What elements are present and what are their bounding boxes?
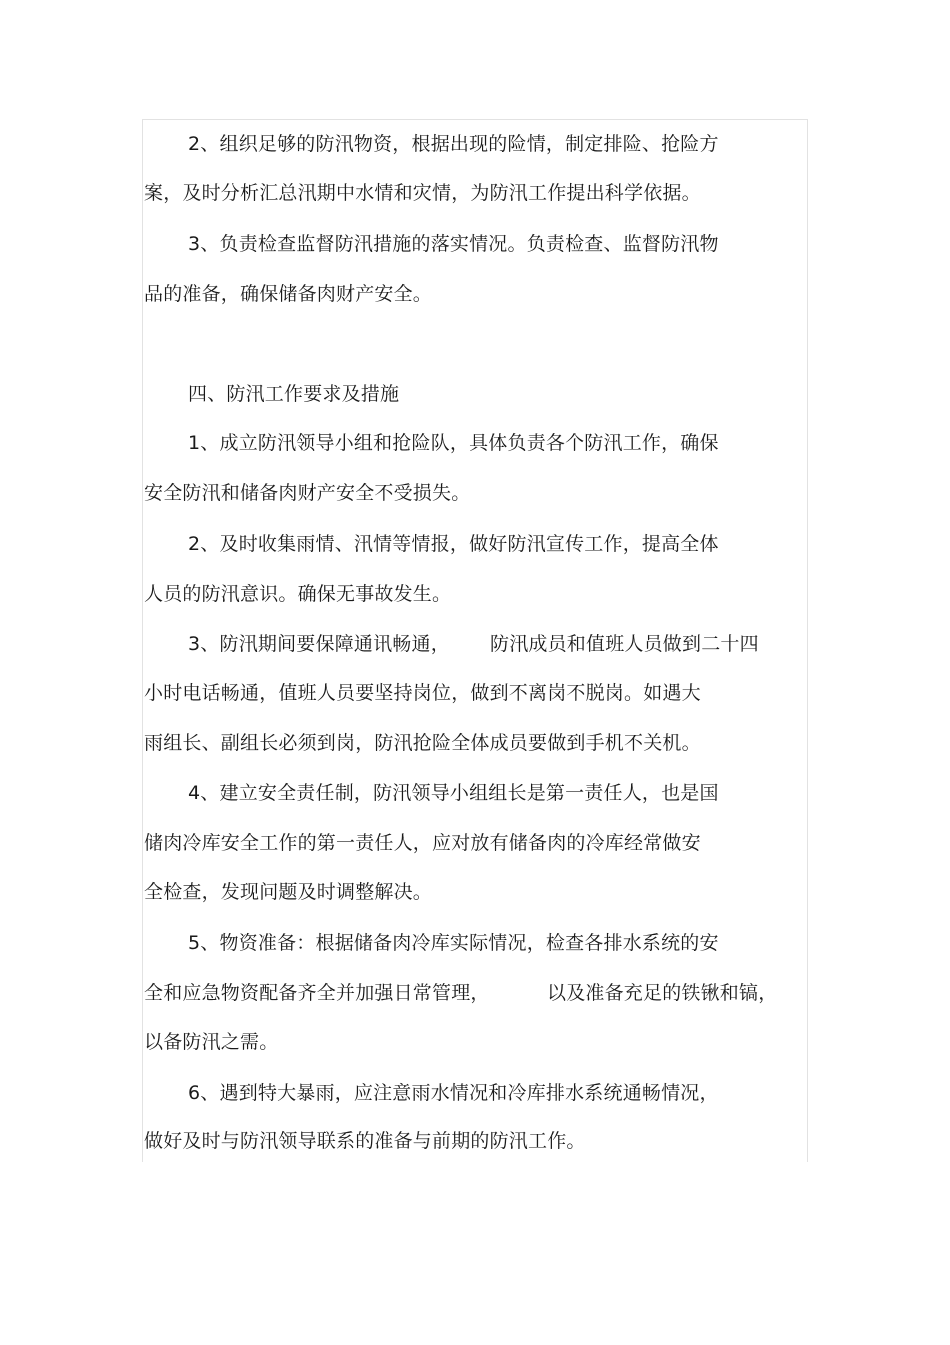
section-heading: 四、防汛工作要求及措施 bbox=[188, 383, 400, 405]
text-line: 品的准备，确保储备肉财产安全。 bbox=[144, 283, 433, 305]
text-line: 以备防汛之需。 bbox=[144, 1031, 279, 1053]
text-line: 安全防汛和储备肉财产安全不受损失。 bbox=[144, 482, 471, 504]
text-line: 雨组长、副组长必须到岗，防汛抢险全体成员要做到手机不关机。 bbox=[144, 732, 701, 754]
text-line: 人员的防汛意识。确保无事故发生。 bbox=[144, 583, 452, 605]
text-line: 全和应急物资配备齐全并加强日常管理， bbox=[144, 982, 490, 1004]
text-line: 做好及时与防汛领导联系的准备与前期的防汛工作。 bbox=[144, 1130, 586, 1152]
text-line: 储肉冷库安全工作的第一责任人，应对放有储备肉的冷库经常做安 bbox=[144, 832, 701, 854]
text-line: 防汛成员和值班人员做到二十四 bbox=[490, 633, 759, 655]
text-line: 3、负责检查监督防汛措施的落实情况。负责检查、监督防汛物 bbox=[188, 233, 719, 255]
text-line: 小时电话畅通，值班人员要坚持岗位，做到不离岗不脱岗。如遇大 bbox=[144, 682, 701, 704]
text-line: 4、建立安全责任制，防汛领导小组组长是第一责任人，也是国 bbox=[188, 782, 719, 804]
text-line: 1、成立防汛领导小组和抢险队，具体负责各个防汛工作，确保 bbox=[188, 432, 719, 454]
text-line: 全检查，发现问题及时调整解决。 bbox=[144, 881, 433, 903]
text-line: 2、及时收集雨情、汛情等情报，做好防汛宣传工作，提高全体 bbox=[188, 533, 719, 555]
text-line: 3、防汛期间要保障通讯畅通， bbox=[188, 633, 450, 655]
text-line: 5、物资准备：根据储备肉冷库实际情况，检查各排水系统的安 bbox=[188, 932, 719, 954]
text-line: 以及准备充足的铁锹和镐， bbox=[547, 982, 778, 1004]
text-line: 案，及时分析汇总汛期中水情和灾情，为防汛工作提出科学依据。 bbox=[144, 182, 701, 204]
text-line: 2、组织足够的防汛物资，根据出现的险情，制定排险、抢险方 bbox=[188, 133, 719, 155]
text-line: 6、遇到特大暴雨，应注意雨水情况和冷库排水系统通畅情况， bbox=[188, 1082, 719, 1104]
